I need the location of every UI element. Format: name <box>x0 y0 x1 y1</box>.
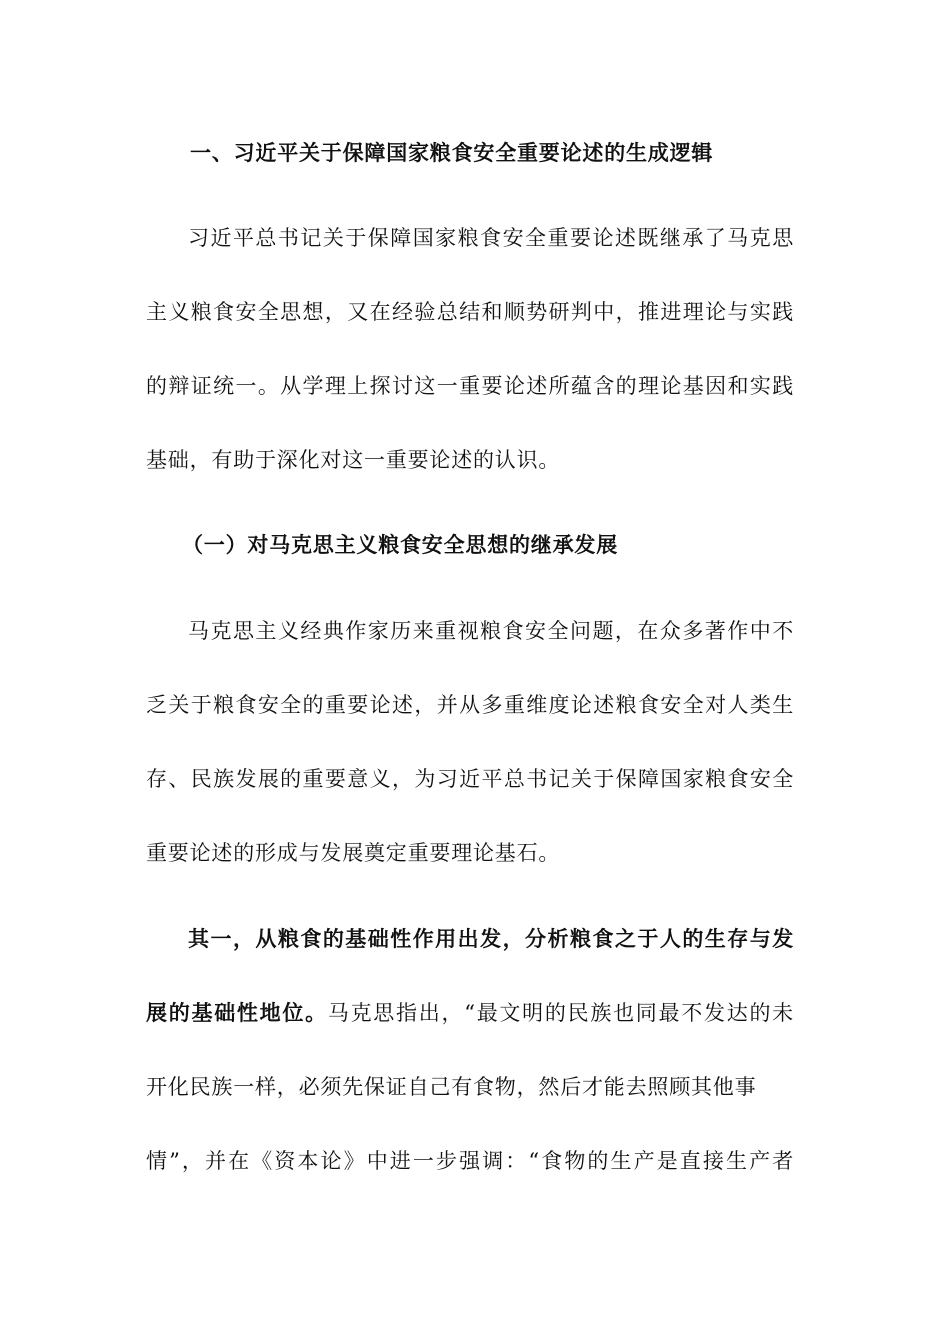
paragraph-3-line-1: 其一，从粮食的基础性作用出发，分析粮食之于人的生存与发 <box>188 926 794 951</box>
paragraph-2-line-3: 存、民族发展的重要意义，为习近平总书记关于保障国家粮食安全 <box>146 767 794 791</box>
paragraph-1-line-3: 的辩证统一。从学理上探讨这一重要论述所蕴含的理论基因和实践 <box>146 374 794 398</box>
section-heading-1: 一、习近平关于保障国家粮食安全重要论述的生成逻辑 <box>190 140 714 165</box>
paragraph-2-line-4: 重要论述的形成与发展奠定重要理论基石。 <box>146 841 561 865</box>
paragraph-2-line-2: 乏关于粮食安全的重要论述，并从多重维度论述粮食安全对人类生 <box>146 693 794 717</box>
paragraph-3-bold-lead: 展的基础性地位。 <box>146 1000 328 1025</box>
paragraph-3-line-2 <box>146 998 794 1028</box>
paragraph-1-line-4: 基础，有助于深化对这一重要论述的认识。 <box>146 448 561 472</box>
subsection-heading-1: （一）对马克思主义粮食安全思想的继承发展 <box>182 532 618 557</box>
paragraph-1-line-2: 主义粮食安全思想，又在经验总结和顺势研判中，推进理论与实践 <box>146 300 794 324</box>
paragraph-1-line-1: 习近平总书记关于保障国家粮食安全重要论述既继承了马克思 <box>188 226 794 250</box>
paragraph-2-line-1: 马克思主义经典作家历来重视粮食安全问题，在众多著作中不 <box>188 619 794 643</box>
paragraph-3-line-4: 情”，并在《资本论》中进一步强调：“食物的生产是直接生产者 <box>146 1149 794 1173</box>
paragraph-3-line-3: 开化民族一样，必须先保证自己有食物，然后才能去照顾其他事 <box>146 1075 757 1099</box>
paragraph-3-line-2-rest: 马克思指出，“最文明的民族也同最不发达的未 <box>327 1001 794 1025</box>
